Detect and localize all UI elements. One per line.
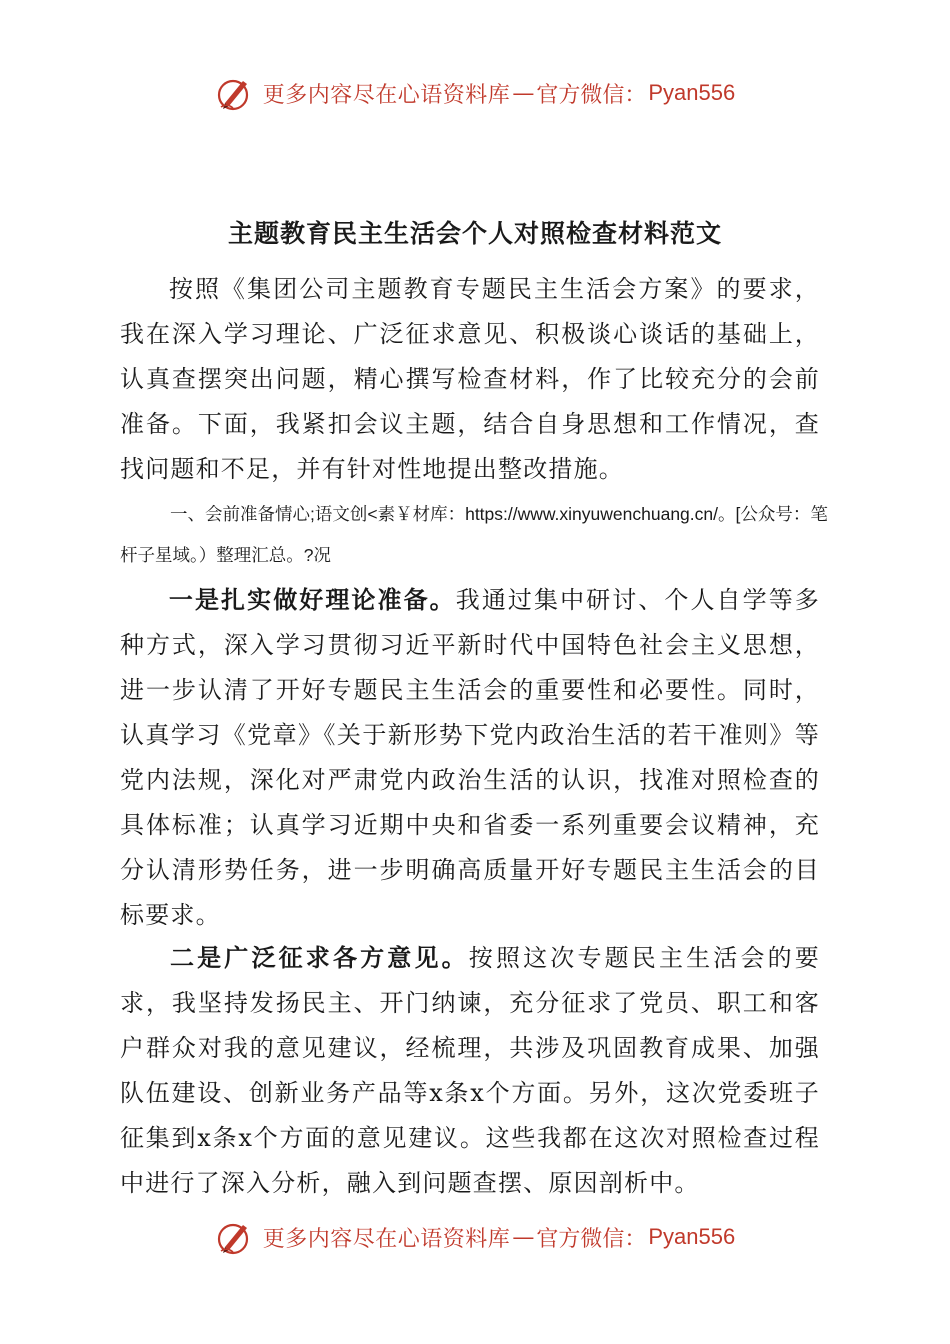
point-one-body: 我通过集中研讨、个人自学等多种方式，深入学习贯彻习近平新时代中国特色社会主义思想，进一步认清了开好专题民主生活会的重要性和必要性。同时，认真学习《党章》《关于新形势下党内政治生活的若干准则》等党内法规，深化对严肃党内政治生活的认识，找准对照检查的具体标准；认真学习近期中央和省委一系列重要会议精神，充分认清形势任务，进一步明确高质量开好专题民主生活会的目标要求。 bbox=[120, 586, 820, 929]
banner-dash: — bbox=[512, 80, 535, 106]
banner-wechat-label: 官方微信： bbox=[536, 82, 647, 108]
section-heading bbox=[120, 494, 830, 576]
point-two-paragraph bbox=[120, 936, 820, 1206]
point-two-lead: 二是广泛征求各方意见。 bbox=[168, 944, 469, 972]
banner-wechat-id: Pyan556 bbox=[648, 80, 736, 105]
banner-dash: — bbox=[512, 1224, 535, 1250]
banner-wechat-label: 官方微信： bbox=[536, 1226, 647, 1252]
banner-text: 更多内容尽在心语资料库 bbox=[262, 82, 511, 108]
banner-text: 更多内容尽在心语资料库 bbox=[262, 1226, 511, 1252]
intro-text: 按照《集团公司主题教育专题民主生活会方案》的要求，我在深入学习理论、广泛征求意见、积极谈心谈话的基础上，认真查摆突出问题，精心撰写检查材料，作了比较充分的会前准备。下面，我紧扣会议主题，结合自身思想和工作情况，查找问题和不足，并有针对性地提出整改措施。 bbox=[120, 275, 820, 483]
section-heading-text: 一、会前准备情心;语文创<素￥材库：https://www.xinyuwenchuang.cn/。[公众号：笔杆子星域。）整理汇总。?况 bbox=[120, 504, 828, 565]
intro-paragraph bbox=[120, 267, 820, 492]
header-banner bbox=[0, 68, 950, 118]
page-title: 主题教育民主生活会个人对照检查材料范文 bbox=[227, 219, 722, 248]
footer-banner bbox=[0, 1212, 950, 1262]
banner-wechat-id: Pyan556 bbox=[648, 1224, 736, 1249]
pen-circle-logo-icon bbox=[215, 73, 255, 113]
point-one-lead: 一是扎实做好理论准备。 bbox=[168, 586, 456, 614]
pen-circle-logo-icon bbox=[215, 1217, 255, 1257]
point-two-body: 按照这次专题民主生活会的要求，我坚持发扬民主、开门纳谏，充分征求了党员、职工和客户群众对我的意见建议，经梳理，共涉及巩固教育成果、加强队伍建设、创新业务产品等x条x个方面。另外，这次党委班子征集到x条x个方面的意见建议。这些我都在这次对照检查过程中进行了深入分析，融入到问题查摆、原因剖析中。 bbox=[120, 944, 820, 1197]
point-one-paragraph bbox=[120, 578, 820, 938]
